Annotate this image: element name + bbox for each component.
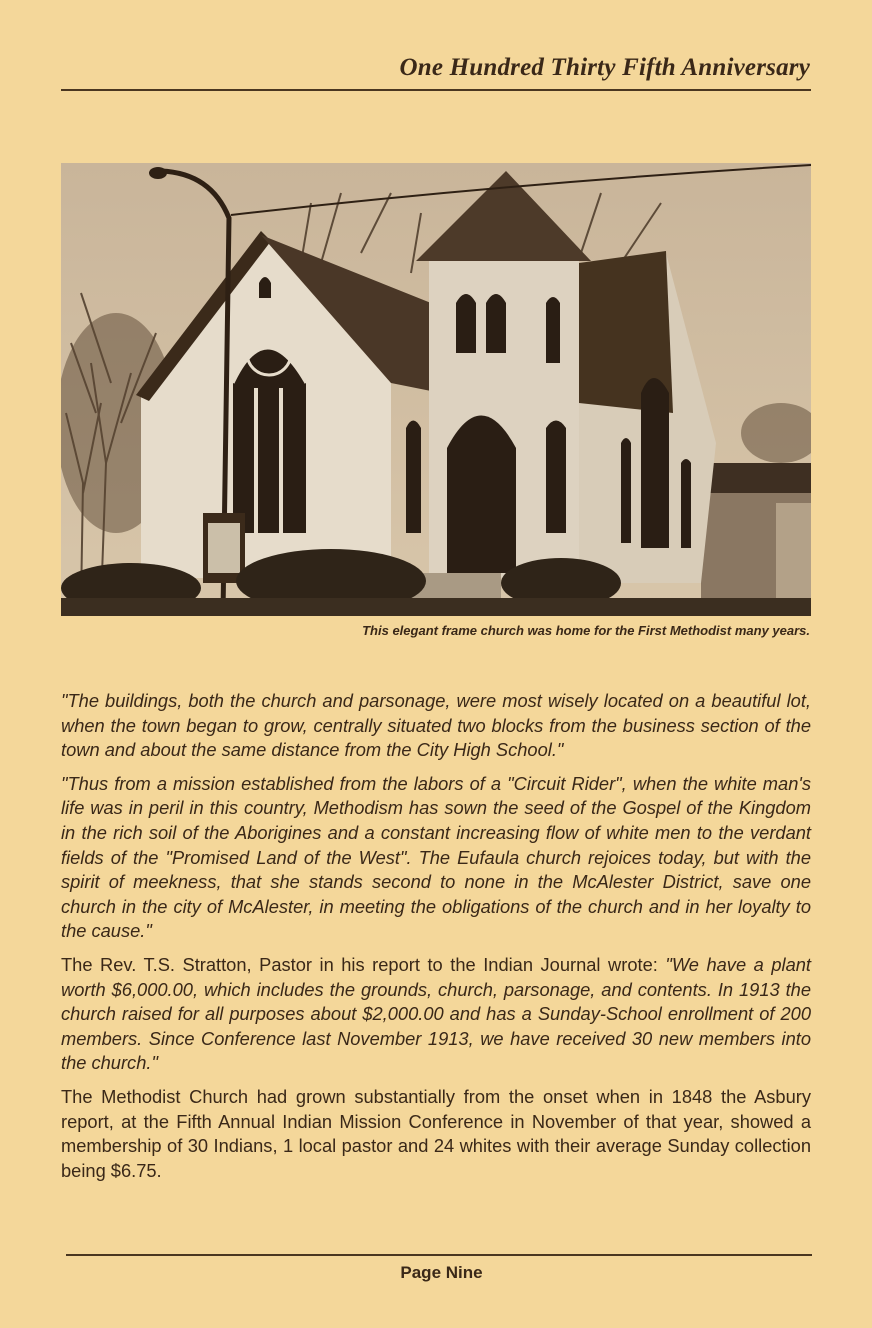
body-text <box>61 689 811 1192</box>
page-header-title: One Hundred Thirty Fifth Anniversary <box>399 54 810 81</box>
paragraph-3-quote: "We have a plant worth $6,000.00, which includes the grounds, church, parsonage, and contents. In 1913 the church raised for all purposes about $2,000.00 and has a Sunday-School enrollment of 200 members. Since Conference last November 1913, we have received 30 new members into the church." <box>61 953 811 1074</box>
paragraph-1-quote: "The buildings, both the church and parsonage, were most wisely located on a beautiful lot, when the town began to grow, centrally situated two blocks from the business section of the town and about the same distance from the City High School." <box>61 690 811 761</box>
paragraph-2-quote: "Thus from a mission established from the labors of a "Circuit Rider", when the white man's life was in peril in this country, Methodism has sown the seed of the Gospel of the Kingdom in the rich soil of the Aborigines and a constant increasing flow of white men to the verdant fields of the "Promised Land of the West". The Eufaula church rejoices today, but with the spirit of meekness, that she stands second to none in the McAlester District, save one church in the city of McAlester, in meeting the obligations of the church and in her loyalty to the cause." <box>61 772 811 942</box>
paragraph-3 <box>61 953 811 1076</box>
paragraph-4 <box>61 1085 811 1183</box>
paragraph-1 <box>61 689 811 763</box>
photo-caption: This elegant frame church was home for the First Methodist many years. <box>362 623 810 638</box>
church-photo <box>61 163 811 616</box>
header-divider <box>61 89 811 91</box>
footer-divider <box>66 1254 812 1256</box>
paragraph-4-lead: The Methodist Church had grown substantially from the onset when in 1848 the Asbury report, at the Fifth Annual Indian Mission Conference in November of that year, showed a membership of 30 Indians, 1 local pastor and 24 whites with their average Sunday collection being $6.75. <box>61 1085 811 1181</box>
paragraph-2 <box>61 772 811 944</box>
paragraph-3-lead: The Rev. T.S. Stratton, Pastor in his report to the Indian Journal wrote: <box>61 953 666 975</box>
page-number: Page Nine <box>400 1263 483 1282</box>
